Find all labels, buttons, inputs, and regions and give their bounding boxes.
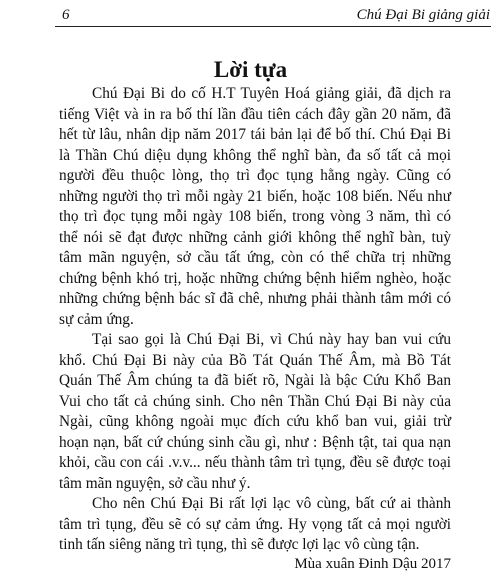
preface-body — [59, 84, 451, 556]
page-header — [50, 6, 490, 24]
page-number: 6 — [62, 7, 70, 23]
paragraph-1: Chú Đại Bi do cố H.T Tuyên Hoá giảng giải, đã dịch ra tiếng Việt và in ra bố thí lần đầu tiên cách đây gần 20 năm, đã hết từ lâu, nhân dịp năm 2017 tái bản lại để bố thí. Chú Đại Bi là Thần Chú diệu dụng không thể nghĩ bàn, đa số tất cả mọi người đều thuộc lòng, thọ trì đọc tụng hằng ngày. Cũng có những người thọ trì mỗi ngày 21 biến, hoặc 108 biến. Nếu như thọ trì đọc tụng mỗi ngày 108 biến, trong vòng 3 năm, thì có thể nói sẽ đạt được những cảnh giới không thể nghĩ bàn, tuỳ tâm mãn nguyện, sở cầu tất ứng, còn có thể chữa trị những chứng bệnh khó trị, hoặc những chứng bệnh hiểm nghèo, hoặc những chứng bệnh bác sĩ đã chê, nhưng phải thành tâm mới có sự cảm ứng. — [59, 85, 451, 328]
signature-date: Mùa xuân Đinh Dậu 2017 — [294, 556, 451, 572]
page-title: Lời tựa — [213, 57, 288, 82]
running-title: Chú Đại Bi giảng giải — [356, 7, 490, 23]
header-rule — [55, 26, 491, 27]
paragraph-2: Tại sao gọi là Chú Đại Bi, vì Chú này hay ban vui cứu khổ. Chú Đại Bi này của Bồ Tát Quán Thế Âm, mà Bồ Tát Quán Thế Âm chúng ta đã biết rõ, Ngài là bậc Cứu Khổ Ban Vui cho tất cả chúng sinh. Cho nên Thần Chú Đại Bi này của Ngài, cũng không ngoài mục đích cứu khổ ban vui, giải trừ hoạn nạn, bất cứ chúng sinh cầu gì, như : Bệnh tật, tai qua nạn khỏi, cầu con cái .v.v... nếu thành tâm trì tụng, đều sẽ được toại tâm mãn nguyện, sở cầu như ý. — [59, 331, 451, 492]
paragraph-3: Cho nên Chú Đại Bi rất lợi lạc vô cùng, bất cứ ai thành tâm trì tụng, đều sẽ có sự cảm ứng. Hy vọng tất cả mọi người tinh tấn siêng năng trì tụng, thì sẽ được lợi lạc vô cùng tận. — [59, 495, 451, 553]
